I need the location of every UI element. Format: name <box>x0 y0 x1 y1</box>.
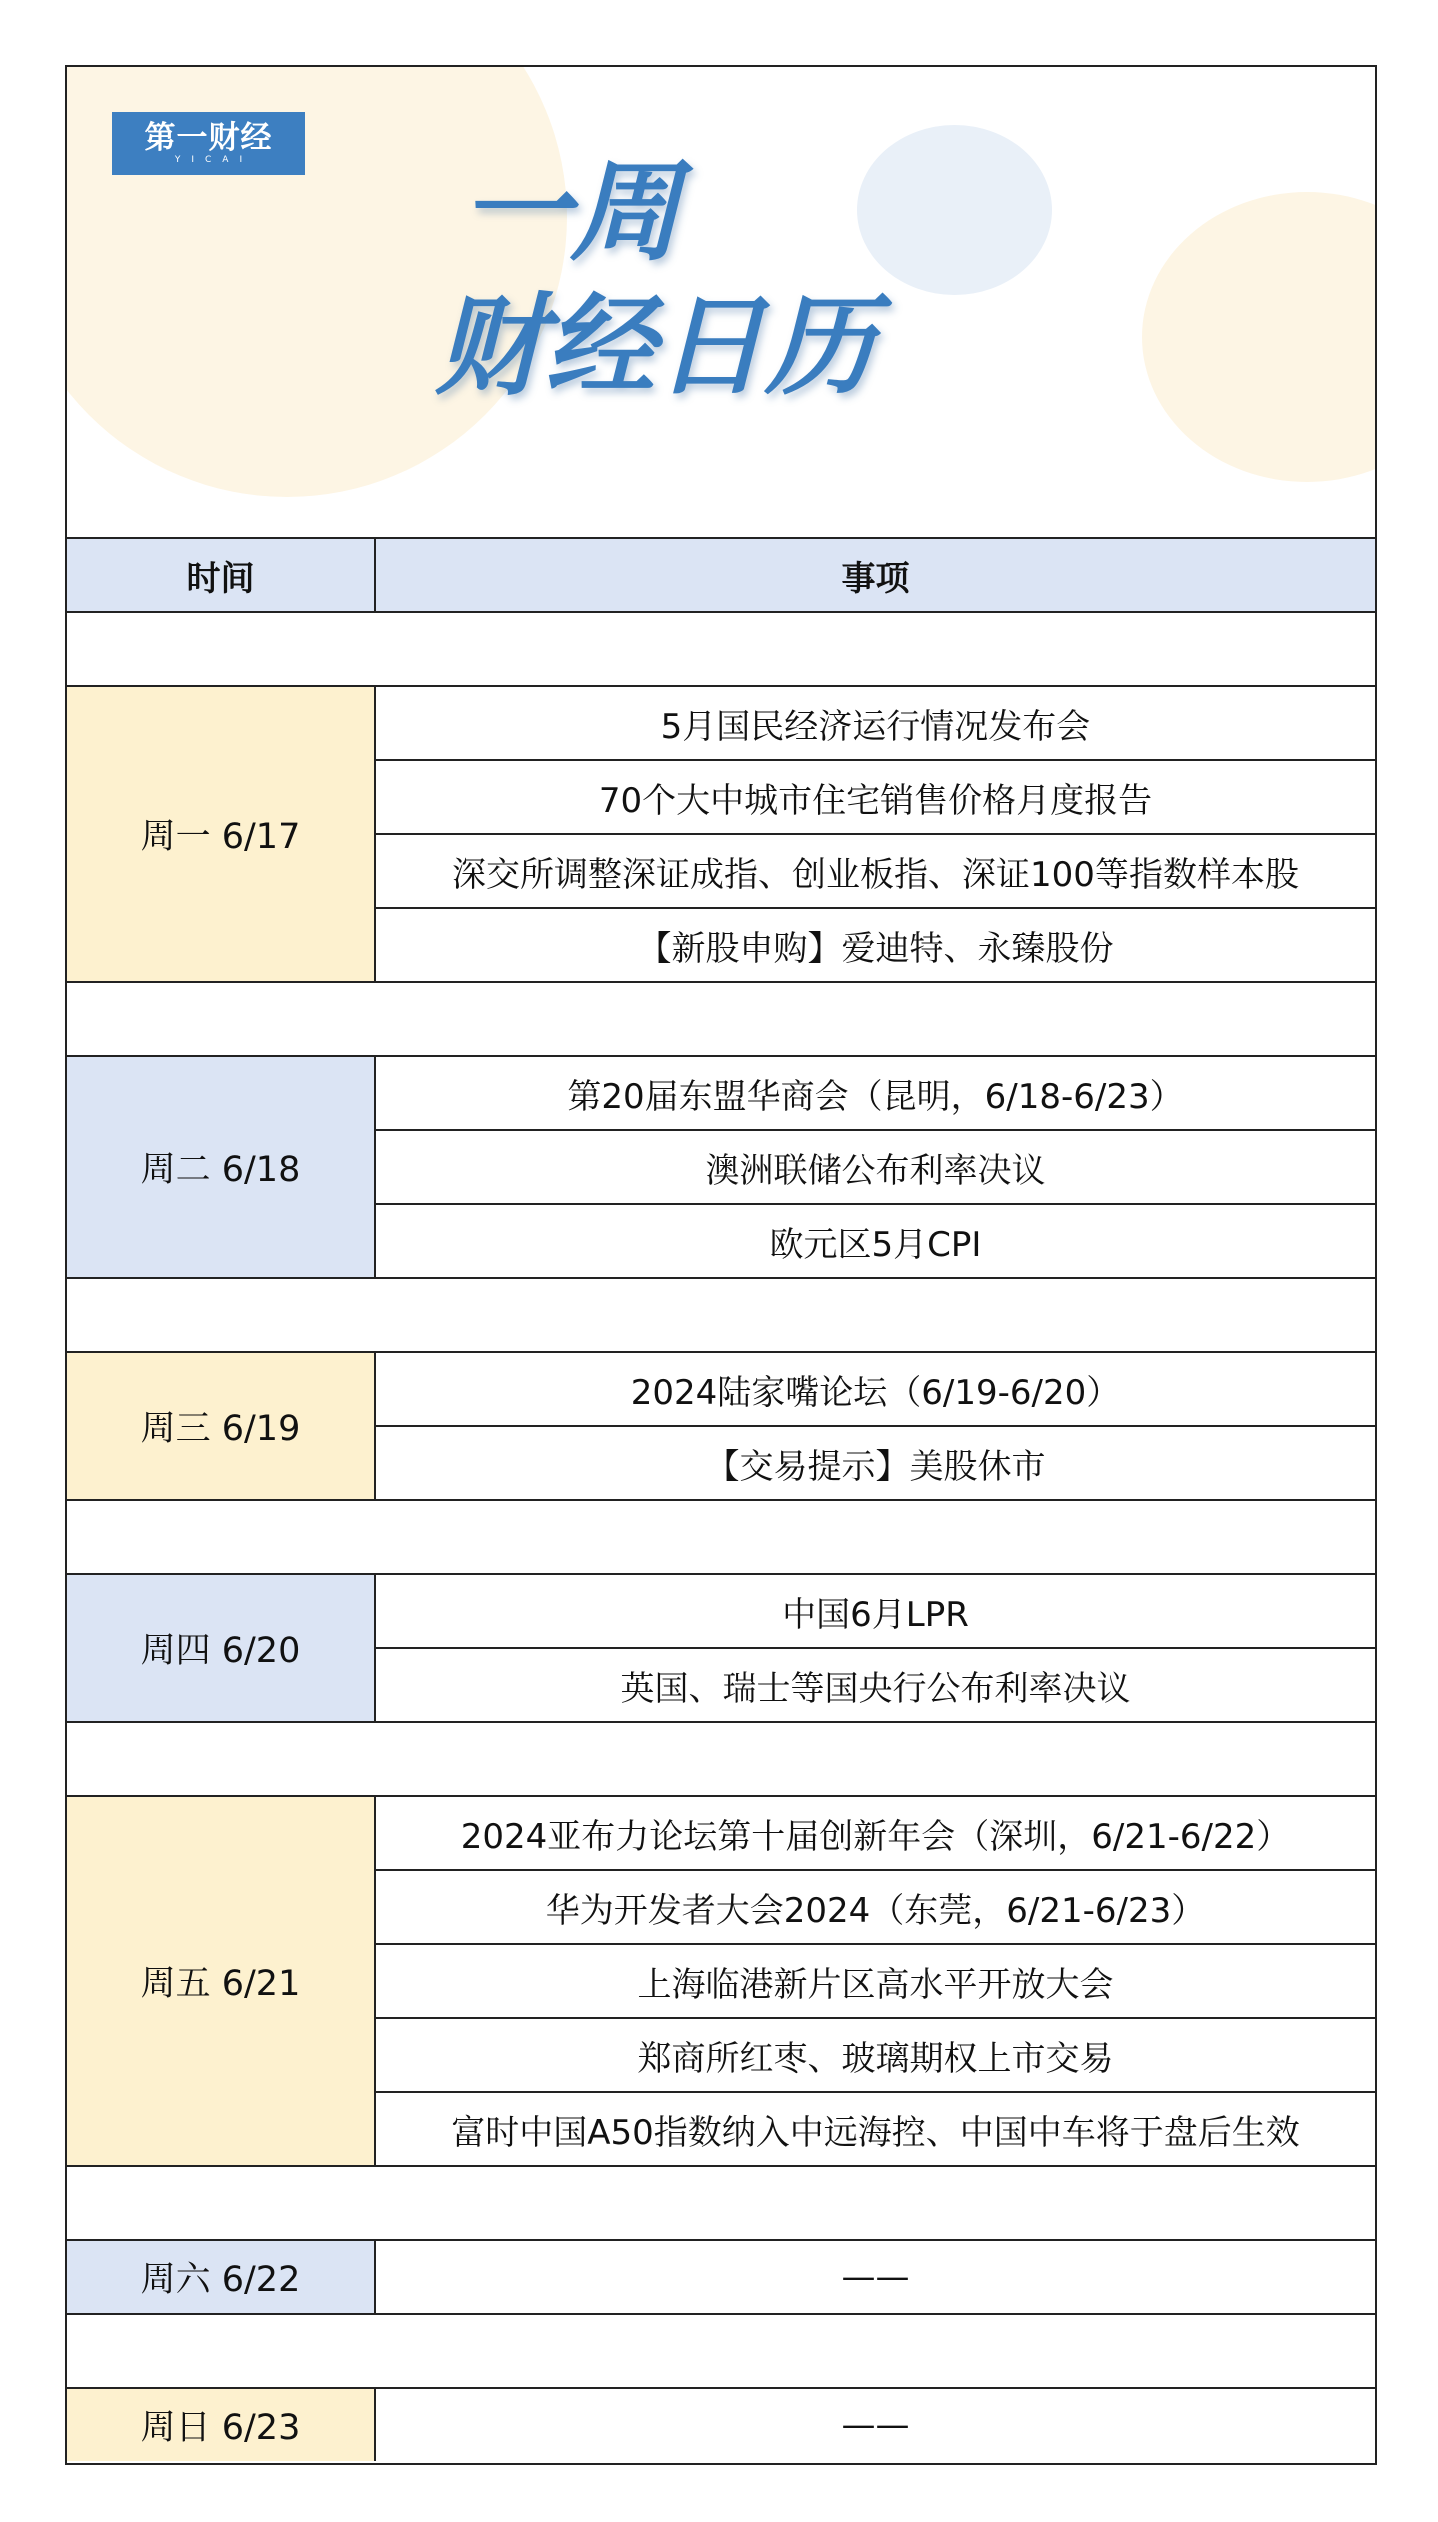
table-header-row <box>67 539 1375 612</box>
spacer-row <box>67 1278 1375 1352</box>
day-label: 周三 6/19 <box>67 1352 375 1500</box>
table-row <box>67 2388 1375 2461</box>
event-cell: 【交易提示】美股休市 <box>375 1426 1375 1500</box>
title-line-1: 一周 <box>460 148 680 276</box>
header-event: 事项 <box>375 539 1375 612</box>
event-cell: 第20届东盟华商会（昆明，6/18-6/23） <box>375 1056 1375 1130</box>
event-cell: —— <box>375 2240 1375 2314</box>
decor-circle <box>857 125 1052 295</box>
title-line-2: 财经日历 <box>435 282 875 410</box>
table-row <box>67 1056 1375 1130</box>
table-row <box>67 2240 1375 2314</box>
page-title <box>435 145 875 413</box>
spacer-row <box>67 1500 1375 1574</box>
table-row <box>67 1352 1375 1426</box>
logo-text: 第一财经 <box>144 120 273 156</box>
event-cell: 5月国民经济运行情况发布会 <box>375 686 1375 760</box>
event-cell: —— <box>375 2388 1375 2461</box>
header-banner <box>67 67 1375 539</box>
day-label: 周五 6/21 <box>67 1796 375 2166</box>
spacer-row <box>67 2314 1375 2388</box>
day-label: 周一 6/17 <box>67 686 375 982</box>
table-row <box>67 1796 1375 1870</box>
event-cell: 深交所调整深证成指、创业板指、深证100等指数样本股 <box>375 834 1375 908</box>
spacer-row <box>67 982 1375 1056</box>
spacer-row <box>67 1722 1375 1796</box>
event-cell: 2024亚布力论坛第十届创新年会（深圳，6/21-6/22） <box>375 1796 1375 1870</box>
decor-circle <box>1142 192 1375 482</box>
day-label: 周四 6/20 <box>67 1574 375 1722</box>
event-cell: 上海临港新片区高水平开放大会 <box>375 1944 1375 2018</box>
table-row <box>67 1574 1375 1648</box>
event-cell: 英国、瑞士等国央行公布利率决议 <box>375 1648 1375 1722</box>
event-cell: 欧元区5月CPI <box>375 1204 1375 1278</box>
spacer-row <box>67 2166 1375 2240</box>
event-cell: 澳洲联储公布利率决议 <box>375 1130 1375 1204</box>
event-cell: 中国6月LPR <box>375 1574 1375 1648</box>
yicai-logo <box>112 112 305 175</box>
event-cell: 2024陆家嘴论坛（6/19-6/20） <box>375 1352 1375 1426</box>
header-time: 时间 <box>67 539 375 612</box>
event-cell: 华为开发者大会2024（东莞，6/21-6/23） <box>375 1870 1375 1944</box>
day-label: 周日 6/23 <box>67 2388 375 2461</box>
calendar-table <box>67 539 1375 2461</box>
event-cell: 70个大中城市住宅销售价格月度报告 <box>375 760 1375 834</box>
event-cell: 【新股申购】爱迪特、永臻股份 <box>375 908 1375 982</box>
spacer-row <box>67 612 1375 686</box>
event-cell: 郑商所红枣、玻璃期权上市交易 <box>375 2018 1375 2092</box>
day-label: 周六 6/22 <box>67 2240 375 2314</box>
event-cell: 富时中国A50指数纳入中远海控、中国中车将于盘后生效 <box>375 2092 1375 2166</box>
table-row <box>67 686 1375 760</box>
logo-subtext: YICAI <box>174 155 254 165</box>
day-label: 周二 6/18 <box>67 1056 375 1278</box>
calendar-card <box>65 65 1377 2465</box>
